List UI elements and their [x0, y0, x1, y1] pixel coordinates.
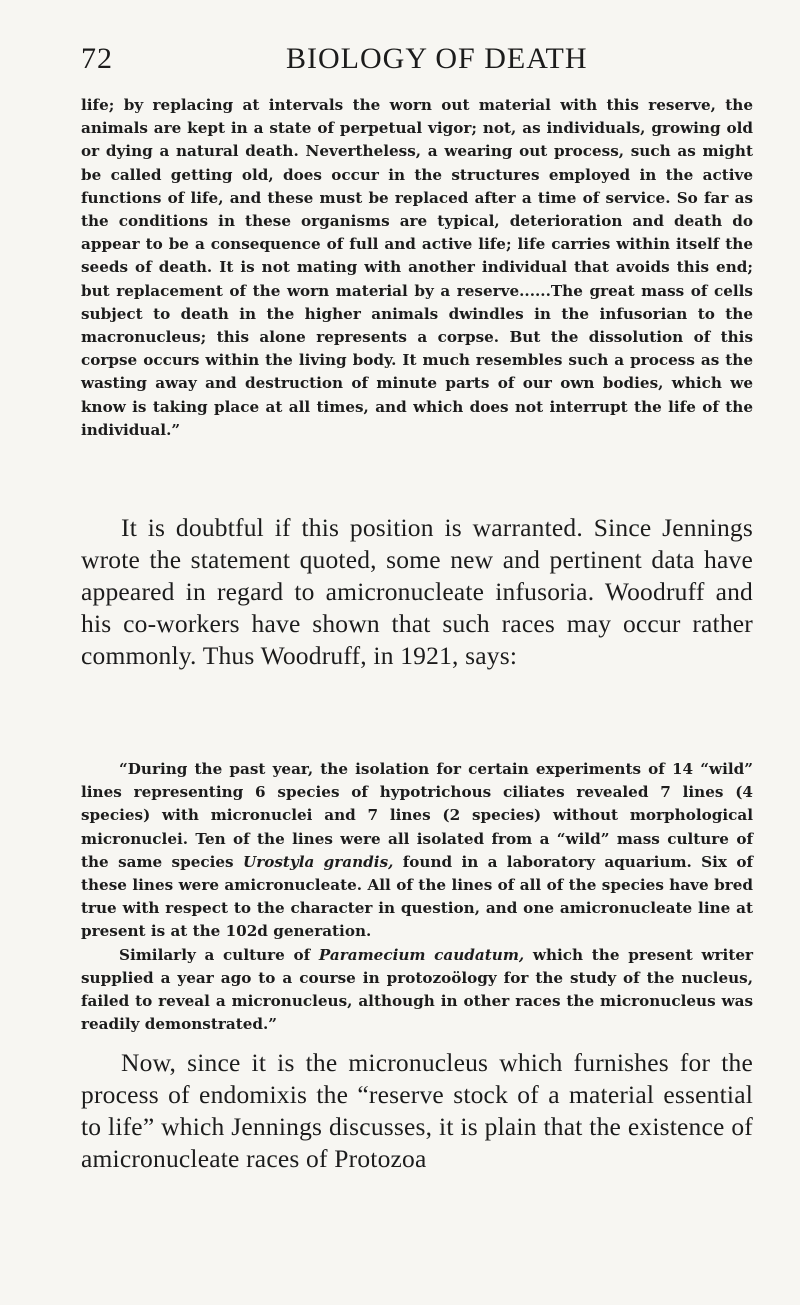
species-urostyla: Urostyla grandis, [242, 852, 394, 871]
woodruff-quote-second-para [81, 944, 753, 1037]
page-header [81, 42, 752, 86]
paragraph-mid: It is doubtful if this position is warranted. Since Jennings wrote the statement quoted, some new and pertinent data have appeared in regard to amicronucleate infusoria. Woodruff and his co-workers have shown that such races may occur rather commonly. Thus Woodruff, in 1921, says: [81, 513, 753, 670]
species-paramecium: Paramecium caudatum, [318, 945, 525, 964]
woodruff-quote-part1: “During the past year, the isolation for certain experiments of 14 “wild” lines representing 6 species of hypotrichous ciliates revealed 7 lines (4 species) with micronuclei and 7 lines (2 species) without morphological micronuclei. Ten of the lines were all isolated from a “wild” mass culture of the same species [81, 760, 753, 871]
quote-continuation: life; by replacing at intervals the worn out material with this reserve, the animals are kept in a state of perpetual vigor; not, as individuals, growing old or dying a natural death. Nevertheless, a wearing out process, such as might be called getting old, does occur in the structures employed in the active functions of life, and these must be replaced after a time of service. So far as the conditions in these organisms are typical, deterioration and death do appear to be a consequence of full and active life; life carries within itself the seeds of death. It is not mating with another individual that avoids this end; but replacement of the worn material by a reserve......The great mass of cells subject to death in the higher animals dwindles in the infusorian to the macronucleus; this alone represents a corpse. But the dissolution of this corpse occurs within the living body. It much resembles such a process as the wasting away and destruction of minute parts of our own bodies, which we know is taking place at all times, and which does not interrupt the life of the individual.” [81, 96, 753, 439]
woodruff-quote-part3: Similarly a culture of [119, 945, 319, 964]
running-title: BIOLOGY OF DEATH [286, 42, 588, 75]
woodruff-quote-part4: which the present writer supplied a year ago to a course in protozoölogy for the study of the nucleus, failed to reveal a micronucleus, although in other races the micronucleus was readily demonstrated.” [81, 945, 753, 1034]
woodruff-quote [81, 758, 753, 1036]
paragraph-end: Now, since it is the micronucleus which furnishes for the process of endomixis the “reserve stock of a material essential to life” which Jennings discusses, it is plain that the existence of amicronucleate races of Protozoa [81, 1048, 753, 1173]
page-number: 72 [81, 42, 113, 75]
woodruff-quote-part2: found in a laboratory aquarium. Six of these lines were amicronucleate. All of the lines of all of the species have bred true with respect to the character in question, and one amicronucleate line at present is at the 102d generation. [81, 852, 753, 941]
